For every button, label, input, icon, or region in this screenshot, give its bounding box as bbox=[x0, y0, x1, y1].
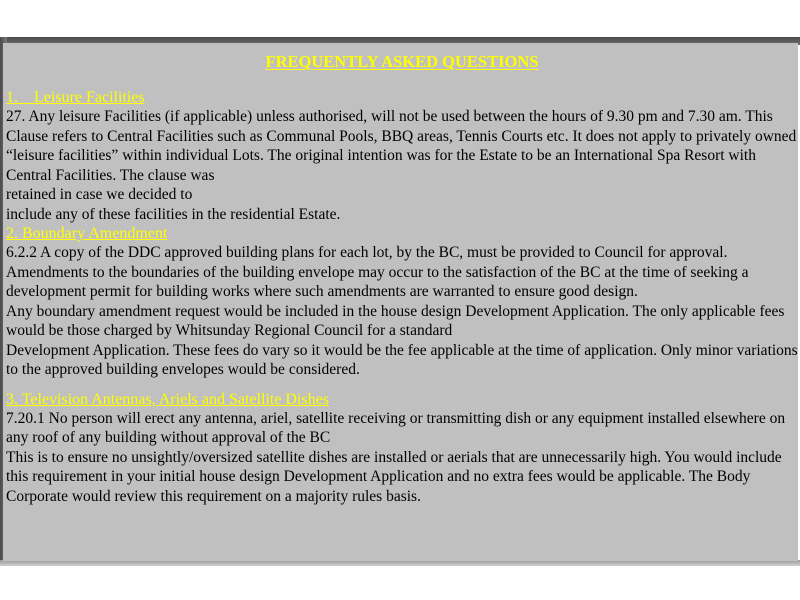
section-paragraph: include any of these facilities in the residential Estate. bbox=[6, 205, 341, 223]
section-heading-television[interactable]: 3. Television Antennas, Ariels and Satellite Dishes bbox=[6, 390, 329, 408]
section-paragraph: Any boundary amendment request would be included in the house design Development Application. The only applicable fees would be those charged by Whitsunday Regional Council for a standard bbox=[6, 302, 785, 339]
section-heading-boundary[interactable]: 2. Boundary Amendment bbox=[6, 225, 168, 242]
section-paragraph: Development Application. These fees do vary so it would be the fee applicable at the time of application. Only minor variations to the approved building envelopes would be considered. bbox=[6, 341, 798, 378]
faq-panel bbox=[3, 43, 798, 561]
section-paragraph: retained in case we decided to bbox=[6, 186, 193, 203]
section-paragraph: 6.2.2 A copy of the DDC approved building plans for each lot, by the BC, must be provided to Council for approval. Amendments to the boundaries of the building envelope may occur to the satisfaction of the BC at the time of seeking a development permit for building works where such amendments are warranted to ensure good design. bbox=[6, 244, 749, 300]
page-title: FREQUENTLY ASKED QUESTIONS bbox=[265, 52, 539, 71]
section-heading-leisure[interactable]: 1. Leisure Facilities bbox=[6, 89, 145, 106]
faq-section-boundary bbox=[6, 224, 798, 380]
section-paragraph: 7.20.1 No person will erect any antenna, ariel, satellite receiving or transmitting dish or any equipment installed elsewhere on any roof of any building without approval of the BC bbox=[6, 409, 786, 446]
section-paragraph: 27. Any leisure Facilities (if applicable) unless authorised, will not be used between the hours of 9.30 pm and 7.30 am. This Clause refers to Central Facilities such as Communal Pools, BBQ areas, Tennis Courts etc. It does not apply to privately owned “leisure facilities” within individual Lots. The original intention was for the Estate to be an International Spa Resort with Central Facilities. The clause was bbox=[6, 108, 797, 184]
section-paragraph: This is to ensure no unsightly/oversized satellite dishes are installed or aerials that are unnecessarily high. You would include this requirement in your initial house design Development Application and no extra fees would be applicable. The Body Corporate would review this requirement on a majority rules basis. bbox=[6, 448, 782, 505]
section-spacer bbox=[6, 380, 798, 390]
faq-section-leisure bbox=[6, 88, 798, 224]
faq-section-television bbox=[6, 390, 798, 507]
